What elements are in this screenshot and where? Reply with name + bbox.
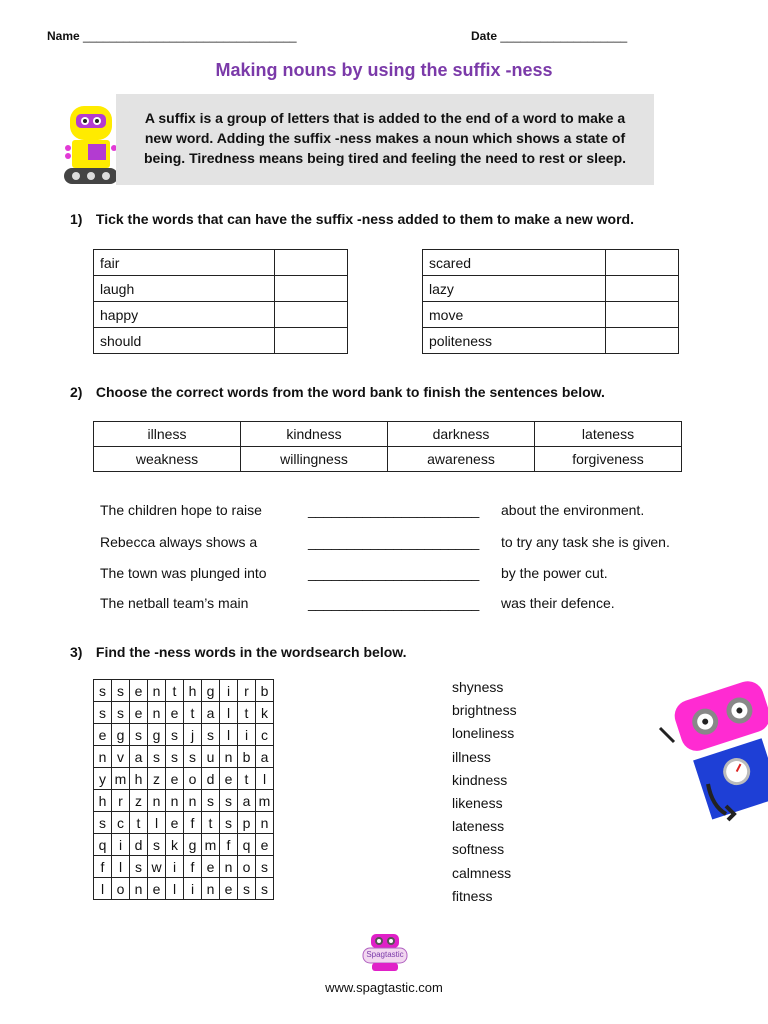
letter-cell[interactable]: e — [256, 834, 274, 856]
answer-blank[interactable]: ______________________ — [308, 595, 480, 611]
letter-cell[interactable]: e — [220, 878, 238, 900]
tick-table-right — [422, 249, 679, 354]
letter-cell[interactable]: e — [130, 680, 148, 702]
question-3 — [70, 644, 407, 660]
table-row — [94, 680, 274, 702]
table-row — [94, 276, 348, 302]
question-number: 1) — [70, 211, 83, 227]
date-field — [471, 29, 627, 43]
word-bank-item: willingness — [241, 447, 388, 472]
word-list-item: illness — [452, 748, 491, 765]
footer-link[interactable]: www.spagtastic.com — [325, 980, 443, 995]
letter-cell[interactable]: l — [220, 702, 238, 724]
sentence-start: Rebecca always shows a — [100, 534, 258, 550]
letter-cell[interactable]: a — [256, 746, 274, 768]
table-row — [423, 276, 679, 302]
page-title: Making nouns by using the suffix -ness — [215, 60, 553, 80]
letter-cell[interactable]: e — [148, 878, 166, 900]
letter-cell[interactable]: s — [220, 790, 238, 812]
letter-cell[interactable]: t — [130, 812, 148, 834]
table-row — [94, 768, 274, 790]
table-row — [94, 328, 348, 354]
letter-cell[interactable]: y — [94, 768, 112, 790]
table-row — [94, 746, 274, 768]
sentence-end: about the environment. — [501, 502, 645, 518]
letter-cell[interactable]: g — [184, 834, 202, 856]
table-row — [94, 422, 682, 447]
letter-cell[interactable]: c — [112, 812, 130, 834]
tick-box[interactable] — [606, 328, 679, 354]
letter-cell[interactable]: s — [148, 834, 166, 856]
letter-cell[interactable]: n — [256, 812, 274, 834]
letter-cell[interactable]: s — [130, 856, 148, 878]
letter-cell[interactable]: f — [184, 856, 202, 878]
word-list-item: shyness — [452, 679, 504, 695]
answer-blank[interactable]: ______________________ — [308, 502, 480, 518]
letter-cell[interactable]: s — [220, 812, 238, 834]
letter-cell[interactable]: f — [94, 856, 112, 878]
letter-cell[interactable]: s — [94, 812, 112, 834]
letter-cell[interactable]: a — [202, 702, 220, 724]
question-text: Find the -ness words in the wordsearch below. — [95, 644, 407, 660]
letter-cell[interactable]: t — [238, 768, 256, 790]
letter-cell[interactable]: r — [112, 790, 130, 812]
table-row — [94, 447, 682, 472]
table-row — [94, 834, 274, 856]
letter-cell[interactable]: l — [94, 878, 112, 900]
letter-cell[interactable]: t — [202, 812, 220, 834]
letter-cell[interactable]: e — [130, 702, 148, 724]
letter-cell[interactable]: u — [202, 746, 220, 768]
word-cell: scared — [423, 250, 606, 276]
question-2 — [70, 384, 605, 400]
name-line: ________________________________ — [83, 29, 297, 43]
letter-cell[interactable]: s — [166, 724, 184, 746]
word-cell: politeness — [423, 328, 606, 354]
table-row — [94, 878, 274, 900]
letter-cell[interactable]: n — [94, 746, 112, 768]
word-bank-item: kindness — [241, 422, 388, 447]
yellow-robot-icon — [58, 104, 124, 188]
word-list-item: loneliness — [452, 725, 515, 742]
letter-cell[interactable]: s — [184, 746, 202, 768]
letter-cell[interactable]: w — [148, 856, 166, 878]
table-row — [94, 812, 274, 834]
letter-cell[interactable]: h — [184, 680, 202, 702]
letter-cell[interactable]: m — [256, 790, 274, 812]
sentence-start: The netball team’s main — [100, 595, 249, 611]
word-cell: move — [423, 302, 606, 328]
word-cell: lazy — [423, 276, 606, 302]
question-number: 2) — [70, 384, 83, 400]
sentence-end: by the power cut. — [501, 565, 608, 581]
letter-cell[interactable]: n — [202, 878, 220, 900]
letter-cell[interactable]: s — [94, 680, 112, 702]
letter-cell[interactable]: t — [166, 680, 184, 702]
table-row — [94, 702, 274, 724]
letter-cell[interactable]: e — [166, 702, 184, 724]
letter-cell[interactable]: j — [184, 724, 202, 746]
table-row — [423, 328, 679, 354]
letter-cell[interactable]: b — [256, 680, 274, 702]
letter-cell[interactable]: q — [238, 834, 256, 856]
letter-cell[interactable]: n — [220, 856, 238, 878]
letter-cell[interactable]: i — [184, 878, 202, 900]
letter-cell[interactable]: g — [202, 680, 220, 702]
letter-cell[interactable]: i — [238, 724, 256, 746]
word-bank-item: forgiveness — [535, 447, 682, 472]
intro-line: new word. Adding the suffix -ness makes a noun which shows a state of — [144, 130, 626, 146]
name-field — [47, 29, 297, 43]
logo-text: Spagtastic — [366, 950, 404, 959]
letter-cell[interactable]: h — [94, 790, 112, 812]
letter-cell[interactable]: q — [94, 834, 112, 856]
word-list-item: calmness — [452, 864, 512, 881]
word-list-item: fitness — [452, 887, 493, 904]
letter-cell[interactable]: d — [202, 768, 220, 790]
word-cell: fair — [94, 250, 275, 276]
letter-cell[interactable]: l — [256, 768, 274, 790]
word-bank-item: lateness — [535, 422, 682, 447]
letter-cell[interactable]: o — [238, 856, 256, 878]
letter-cell[interactable]: e — [166, 812, 184, 834]
sentence-start: The children hope to raise — [100, 502, 262, 518]
spagtastic-logo — [362, 932, 408, 974]
word-list-item: brightness — [452, 702, 517, 719]
table-row — [94, 724, 274, 746]
question-text: Choose the correct words from the word bank to finish the sentences below. — [95, 384, 605, 400]
letter-cell[interactable]: h — [130, 768, 148, 790]
word-cell: laugh — [94, 276, 275, 302]
answer-blank[interactable]: ______________________ — [308, 565, 480, 581]
letter-cell[interactable]: s — [202, 724, 220, 746]
letter-cell[interactable]: m — [202, 834, 220, 856]
letter-cell[interactable]: d — [130, 834, 148, 856]
word-list-item: lateness — [452, 818, 505, 835]
intro-line: being. Tiredness means being tired and feeling the need to rest or sleep. — [143, 150, 627, 166]
word-cell: should — [94, 328, 275, 354]
table-row — [423, 250, 679, 276]
letter-cell[interactable]: p — [238, 812, 256, 834]
wordsearch-grid — [93, 679, 274, 900]
word-bank — [93, 421, 682, 472]
letter-cell[interactable]: n — [130, 878, 148, 900]
sentence-start: The town was plunged into — [100, 565, 267, 581]
letter-cell[interactable]: z — [148, 768, 166, 790]
question-number: 3) — [70, 644, 83, 660]
letter-cell[interactable]: c — [256, 724, 274, 746]
letter-cell[interactable]: t — [238, 702, 256, 724]
tick-box[interactable] — [275, 276, 348, 302]
letter-cell[interactable]: z — [130, 790, 148, 812]
date-label: Date — [471, 29, 498, 43]
question-1 — [70, 211, 634, 227]
letter-cell[interactable]: v — [112, 746, 130, 768]
sentence-end: was their defence. — [501, 595, 615, 611]
letter-cell[interactable]: e — [202, 856, 220, 878]
tick-table-left — [93, 249, 348, 354]
answer-blank[interactable]: ______________________ — [308, 534, 480, 550]
letter-cell[interactable]: e — [220, 768, 238, 790]
word-bank-item: illness — [94, 422, 241, 447]
letter-cell[interactable]: n — [184, 790, 202, 812]
letter-cell[interactable]: s — [166, 746, 184, 768]
word-list — [452, 676, 517, 908]
letter-cell[interactable]: f — [220, 834, 238, 856]
tick-box[interactable] — [275, 250, 348, 276]
letter-cell[interactable]: a — [238, 790, 256, 812]
letter-cell[interactable]: a — [130, 746, 148, 768]
letter-cell[interactable]: s — [148, 746, 166, 768]
word-bank-item: darkness — [388, 422, 535, 447]
letter-cell[interactable]: g — [112, 724, 130, 746]
sentence-end: to try any task she is given. — [501, 534, 670, 550]
letter-cell[interactable]: s — [256, 878, 274, 900]
letter-cell[interactable]: l — [220, 724, 238, 746]
letter-cell[interactable]: i — [220, 680, 238, 702]
date-line: ___________________ — [500, 29, 628, 43]
pink-robot-icon — [656, 676, 768, 836]
question-text: Tick the words that can have the suffix -ness added to them to make a new word. — [95, 211, 634, 227]
word-cell: happy — [94, 302, 275, 328]
letter-cell[interactable]: r — [238, 680, 256, 702]
letter-cell[interactable]: s — [130, 724, 148, 746]
letter-cell[interactable]: e — [94, 724, 112, 746]
letter-cell[interactable]: f — [184, 812, 202, 834]
word-list-item: kindness — [452, 771, 508, 788]
table-row — [423, 302, 679, 328]
letter-cell[interactable]: e — [166, 768, 184, 790]
letter-cell[interactable]: o — [112, 878, 130, 900]
letter-cell[interactable]: n — [148, 680, 166, 702]
letter-cell[interactable]: b — [238, 746, 256, 768]
word-bank-item: awareness — [388, 447, 535, 472]
letter-cell[interactable]: m — [112, 768, 130, 790]
letter-cell[interactable]: n — [220, 746, 238, 768]
word-bank-item: weakness — [94, 447, 241, 472]
letter-cell[interactable]: k — [166, 834, 184, 856]
letter-cell[interactable]: s — [202, 790, 220, 812]
letter-cell[interactable]: l — [148, 812, 166, 834]
name-label: Name — [47, 29, 80, 43]
intro-line: A suffix is a group of letters that is added to the end of a word to make a — [144, 110, 626, 126]
letter-cell[interactable]: s — [94, 702, 112, 724]
letter-cell[interactable]: n — [148, 702, 166, 724]
letter-cell[interactable]: s — [256, 856, 274, 878]
letter-cell[interactable]: i — [166, 856, 184, 878]
tick-box[interactable] — [606, 302, 679, 328]
intro-box — [116, 94, 654, 185]
word-list-item: softness — [452, 841, 505, 858]
letter-cell[interactable]: s — [112, 702, 130, 724]
letter-cell[interactable]: l — [112, 856, 130, 878]
tick-box[interactable] — [275, 328, 348, 354]
word-list-item: likeness — [452, 795, 503, 812]
table-row — [94, 790, 274, 812]
letter-cell[interactable]: k — [256, 702, 274, 724]
tick-box[interactable] — [275, 302, 348, 328]
letter-cell[interactable]: n — [148, 790, 166, 812]
letter-cell[interactable]: g — [148, 724, 166, 746]
letter-cell[interactable]: t — [184, 702, 202, 724]
tick-box[interactable] — [606, 276, 679, 302]
tick-box[interactable] — [606, 250, 679, 276]
letter-cell[interactable]: s — [112, 680, 130, 702]
letter-cell[interactable]: n — [166, 790, 184, 812]
letter-cell[interactable]: s — [238, 878, 256, 900]
table-row — [94, 302, 348, 328]
letter-cell[interactable]: l — [166, 878, 184, 900]
table-row — [94, 856, 274, 878]
letter-cell[interactable]: i — [112, 834, 130, 856]
table-row — [94, 250, 348, 276]
letter-cell[interactable]: o — [184, 768, 202, 790]
